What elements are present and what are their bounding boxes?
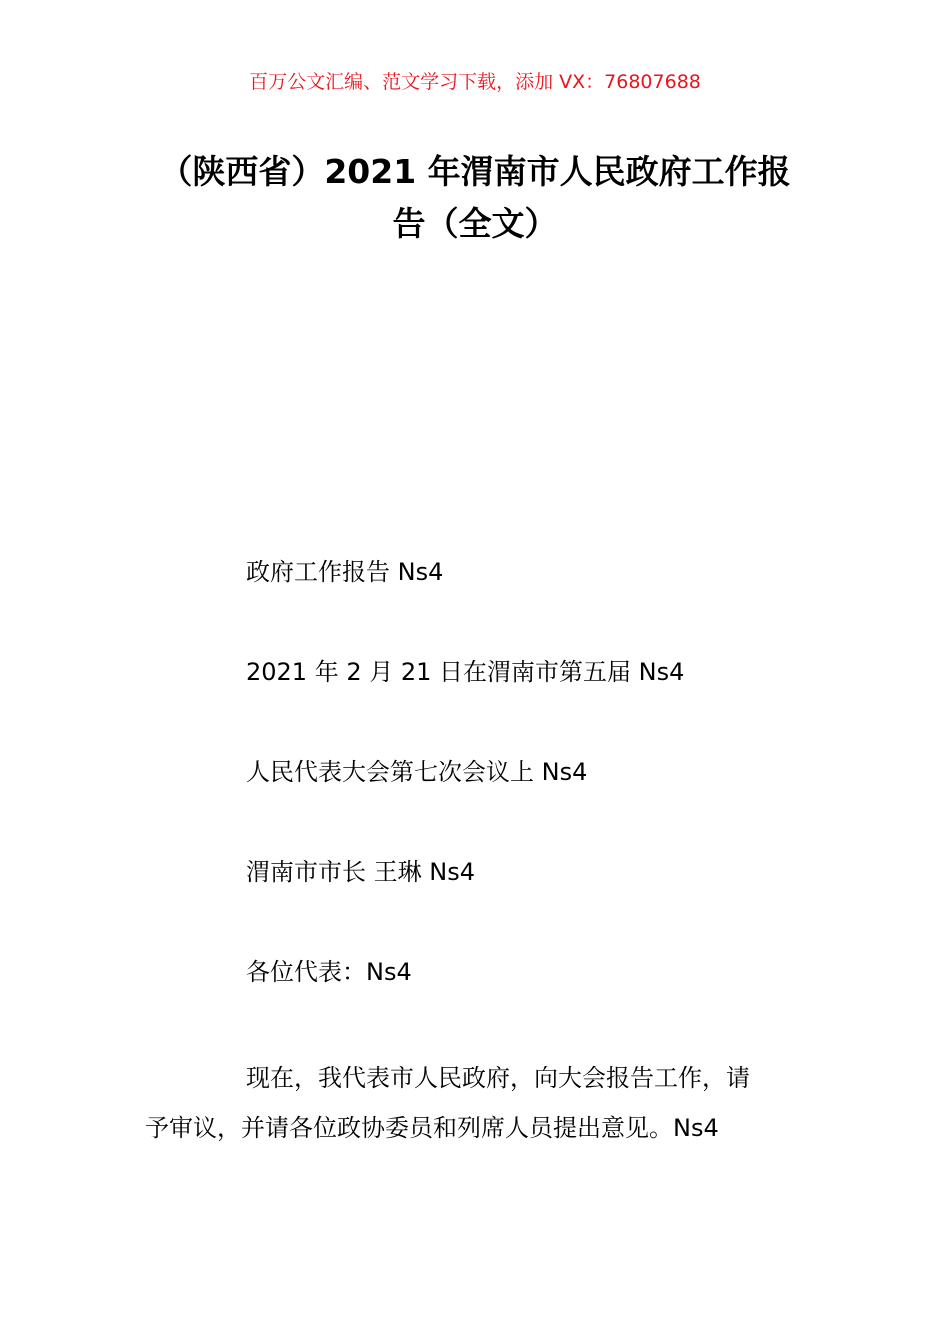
opening-paragraph-line-2: 予审议，并请各位政协委员和列席人员提出意见。Ns4 [145, 1114, 719, 1142]
opening-paragraph [145, 1053, 810, 1153]
document-title-line-1: （陕西省）2021 年渭南市人民政府工作报 [159, 152, 791, 191]
report-occasion-line: 人民代表大会第七次会议上 Ns4 [246, 758, 588, 786]
document-title-line-2: 告（全文） [392, 204, 558, 243]
report-author-line: 渭南市市长 王琳 Ns4 [246, 858, 475, 886]
opening-paragraph-line-1: 现在，我代表市人民政府，向大会报告工作，请 [246, 1064, 750, 1092]
document-title [145, 146, 805, 250]
salutation-line: 各位代表：Ns4 [246, 958, 412, 986]
report-name-line: 政府工作报告 Ns4 [246, 558, 444, 586]
report-date-line: 2021 年 2 月 21 日在渭南市第五届 Ns4 [246, 658, 685, 686]
header-watermark-note: 百万公文汇编、范文学习下载，添加 VX：76807688 [249, 71, 701, 93]
